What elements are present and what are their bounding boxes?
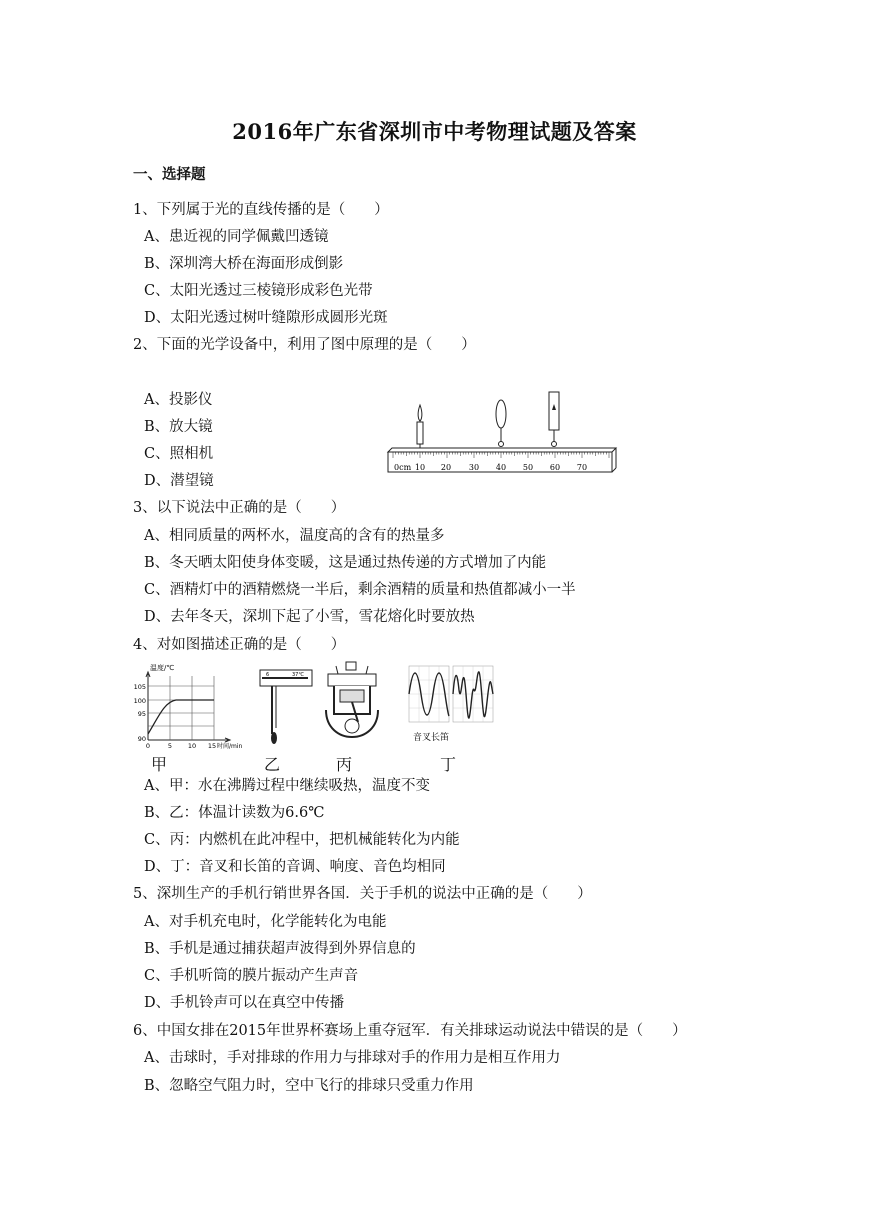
graph-ylabel: 温度/℃ <box>150 664 175 672</box>
ruler-label-10: 10 <box>414 463 426 472</box>
svg-text:37℃: 37℃ <box>292 672 304 678</box>
candle-icon <box>417 405 423 448</box>
ruler-unit-label: 0cm <box>394 463 412 472</box>
graph-xtick-0: 0 <box>145 742 151 750</box>
q2-option-b: B、放大镜 <box>144 419 213 435</box>
ruler-label-30: 30 <box>468 463 480 472</box>
q2-option-c: C、照相机 <box>144 446 214 462</box>
graph-xtick-15: 15 <box>207 742 217 750</box>
graph-ytick-90: 90 <box>137 735 146 743</box>
q1-option-b: B、深圳湾大桥在海面形成倒影 <box>144 256 344 272</box>
q1-option-a: A、患近视的同学佩戴凹透镜 <box>144 229 329 245</box>
q4-option-c: C、丙：内燃机在此冲程中，把机械能转化为内能 <box>144 832 460 848</box>
temperature-curve <box>148 700 214 734</box>
q3-option-b: B、冬天晒太阳使身体变暖，这是通过热传递的方式增加了内能 <box>144 555 547 571</box>
q6-option-b: B、忽略空气阻力时，空中飞行的排球只受重力作用 <box>144 1078 474 1094</box>
graph-ytick-105: 105 <box>133 683 146 691</box>
engine-stroke-figure <box>320 660 384 750</box>
thermometer-figure <box>252 662 316 750</box>
ruler-top-face <box>388 448 616 452</box>
q2-option-d: D、潜望镜 <box>144 473 214 489</box>
ruler-label-50: 50 <box>522 463 534 472</box>
q3-option-d: D、去年冬天，深圳下起了小雪，雪花熔化时要放热 <box>144 609 475 625</box>
graph-xtick-10: 10 <box>187 742 197 750</box>
question-6-stem: 6、中国女排在2015年世界杯赛场上重夺冠军．有关排球运动说法中错误的是（ ） <box>133 1023 687 1039</box>
graph-xlabel: 时间/min <box>217 743 243 750</box>
question-2-stem: 2、下面的光学设备中，利用了图中原理的是（ ） <box>133 337 476 353</box>
question-5-stem: 5、深圳生产的手机行销世界各国．关于手机的说法中正确的是（ ） <box>133 886 592 902</box>
figure-label-bing: 丙 <box>336 755 353 774</box>
ruler-label-20: 20 <box>440 463 452 472</box>
q3-option-c: C、酒精灯中的酒精燃烧一半后，剩余酒精的质量和热值都减小一半 <box>144 582 576 598</box>
waveform-figure <box>405 664 497 744</box>
graph-ytick-95: 95 <box>137 710 146 718</box>
q5-option-a: A、对手机充电时，化学能转化为电能 <box>144 914 387 930</box>
graph-ytick-100: 100 <box>133 697 146 705</box>
q5-option-d: D、手机铃声可以在真空中传播 <box>144 995 345 1011</box>
question-4-stem: 4、对如图描述正确的是（ ） <box>133 637 346 653</box>
figure-label-yi: 乙 <box>264 755 281 774</box>
ruler-label-70: 70 <box>576 463 588 472</box>
optical-bench-figure <box>380 388 620 480</box>
q4-option-a: A、甲：水在沸腾过程中继续吸热，温度不变 <box>144 778 430 794</box>
ruler-label-60: 60 <box>549 463 561 472</box>
wave-caption: 音叉长笛 <box>413 733 450 743</box>
q5-option-c: C、手机听筒的膜片振动产生声音 <box>144 968 359 984</box>
ruler-label-40: 40 <box>495 463 507 472</box>
question-3-stem: 3、以下说法中正确的是（ ） <box>133 500 346 516</box>
svg-text:6: 6 <box>266 672 270 678</box>
q1-option-c: C、太阳光透过三棱镜形成彩色光带 <box>144 283 373 299</box>
q5-option-b: B、手机是通过捕获超声波得到外界信息的 <box>144 941 416 957</box>
convex-lens-icon <box>496 400 506 447</box>
screen-icon <box>549 392 559 447</box>
q3-option-a: A、相同质量的两杯水，温度高的含有的热量多 <box>144 528 445 544</box>
question-1-stem: 1、下列属于光的直线传播的是（ ） <box>133 202 389 218</box>
q4-option-d: D、丁：音叉和长笛的音调、响度、音色均相同 <box>144 859 446 875</box>
graph-xtick-5: 5 <box>167 742 173 750</box>
q1-option-d: D、太阳光透过树叶缝隙形成圆形光斑 <box>144 310 388 326</box>
boiling-graph-figure <box>128 662 244 750</box>
page-title: 2016年广东省深圳市中考物理试题及答案 <box>232 119 637 144</box>
q6-option-a: A、击球时，手对排球的作用力与排球对手的作用力是相互作用力 <box>144 1050 561 1066</box>
q4-option-b: B、乙：体温计读数为6.6℃ <box>144 805 325 821</box>
q2-option-a: A、投影仪 <box>144 392 213 408</box>
figure-label-ding: 丁 <box>440 755 457 774</box>
figure-label-jia: 甲 <box>151 755 168 774</box>
section-heading: 一、选择题 <box>133 166 206 183</box>
